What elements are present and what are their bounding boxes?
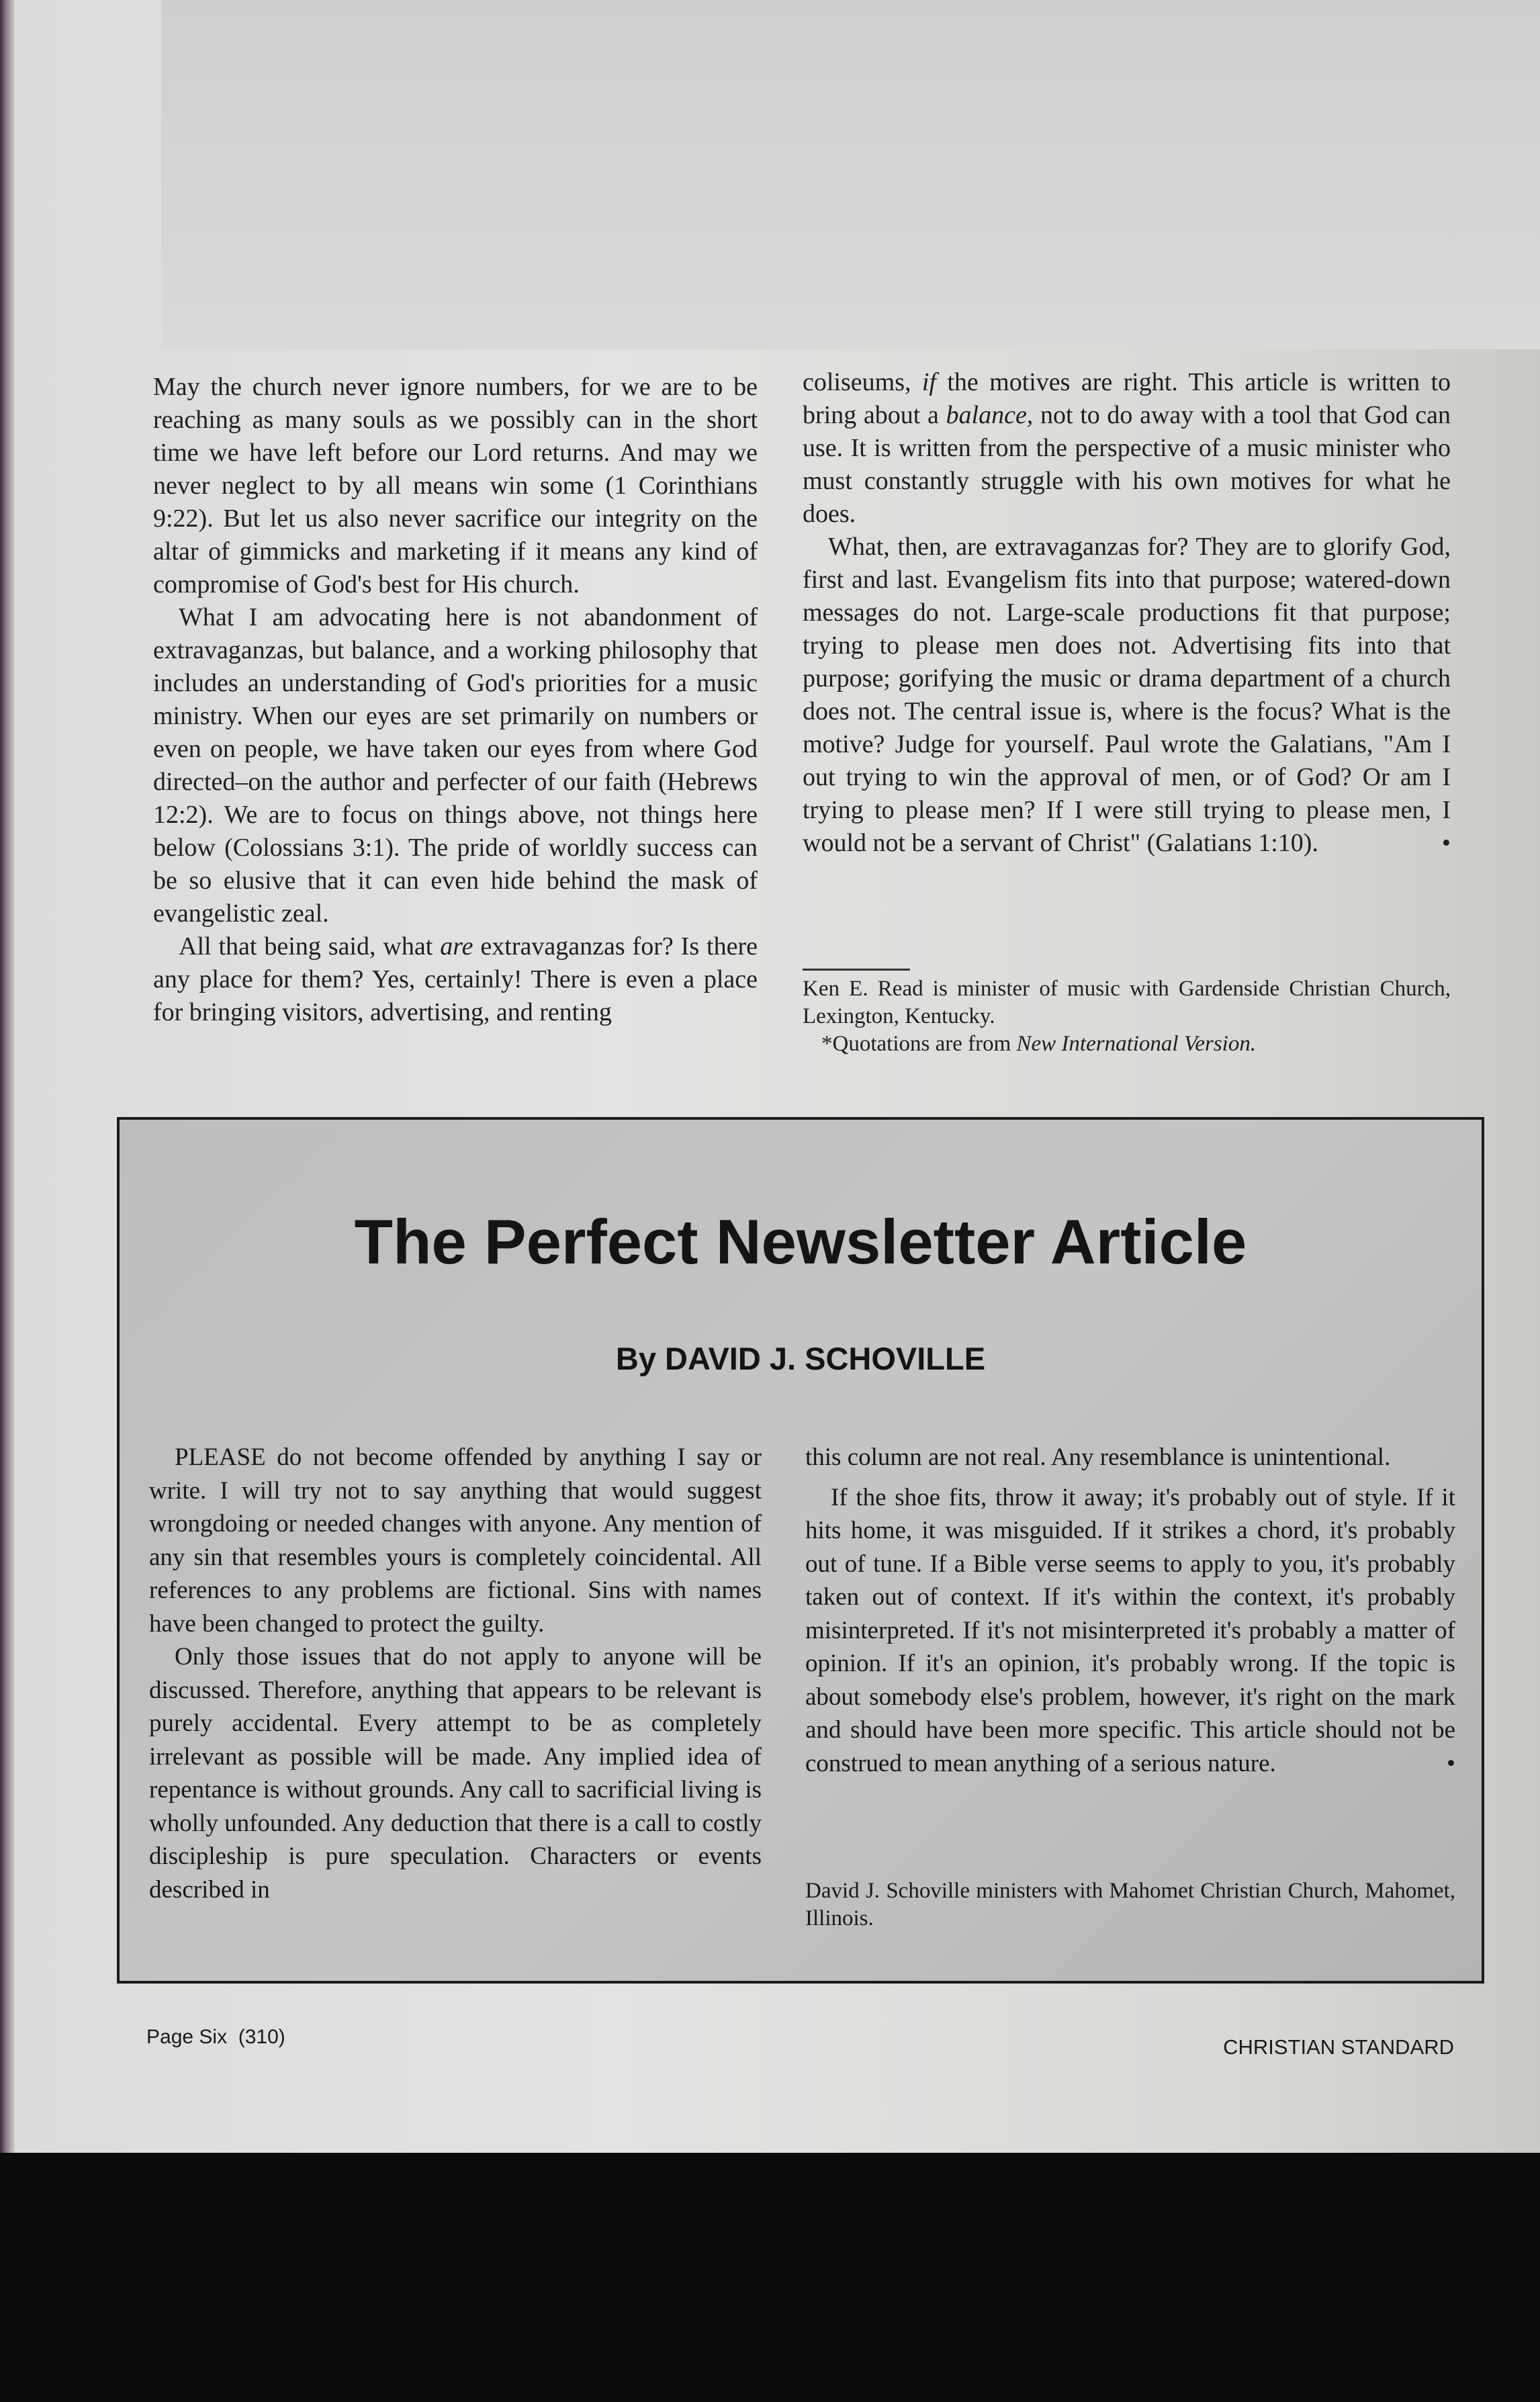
boxed-article xyxy=(117,1117,1484,1984)
paragraph xyxy=(153,930,758,1029)
emphasis: balance, xyxy=(946,401,1034,429)
box-article-byline: By DAVID J. SCHOVILLE xyxy=(615,1341,986,1376)
page-footer-left xyxy=(146,2026,285,2049)
emphasis: if xyxy=(921,368,936,396)
paragraph xyxy=(803,531,1451,860)
box-right-column xyxy=(805,1441,1455,1780)
text-run: What, then, are extravaganzas for? They are to glorify God, first and last. Evangelism fits into that purpose; watered-down messages do not. Large-scale productions fit that purpose; trying to please men does not. Advertising fits into that purpose; gorifying the music or drama department of a church does not. The central issue is, where is the focus? What is the motive? Judge for yourself. Paul wrote the Galatians, "Am I out trying to win the approval of men, or of God? Or am I trying to please men? If I were still trying to please men, I would not be a servant of Christ" (Galatians 1:10). xyxy=(803,533,1451,857)
end-bullet: • xyxy=(1441,829,1451,857)
paragraph: this column are not real. Any resemblance is unintentional. xyxy=(805,1443,1391,1471)
publication-name: CHRISTIAN STANDARD xyxy=(1223,2035,1454,2059)
paragraph: May the church never ignore numbers, for we are to be reaching as many souls as we possibly can in the short time we have left before our Lord returns. And may we never neglect to by all means win some (1 Corinthians 9:22). But let us also never sacrifice our integrity on the altar of gimmicks and marketing if it means any kind of compromise of God's best for His church. xyxy=(153,373,758,598)
page-number: (310) xyxy=(238,2026,285,2048)
text-run: not to do away with a tool that God can use. It is written from the perspective of a music minister who must constantly struggle with his own motives for what he does. xyxy=(803,401,1451,528)
paragraph: What I am advocating here is not abandonment of extravaganzas, but balance, and a working philosophy that includes an understanding of God's priorities for a music ministry. When our eyes are set primarily on numbers or even on people, we have taken our eyes from where God directed–on the author and perfecter of our faith (Hebrews 12:2). We are to focus on things above, not things here below (Colossians 3:1). The pride of worldly success can be so elusive that it can even hide behind the mask of evangelistic zeal. xyxy=(153,603,758,928)
article-right-column xyxy=(803,366,1451,860)
text-run: the motives are right. This article is written to bring about a xyxy=(803,368,1451,429)
text-run: All that being said, what xyxy=(179,932,441,961)
box-left-column xyxy=(149,1441,762,1906)
end-bullet: • xyxy=(1447,1749,1455,1777)
author-bio xyxy=(803,975,1451,1058)
box-author-bio: David J. Schoville ministers with Mahomet Christian Church, Mahomet, Illinois. xyxy=(805,1879,1455,1930)
paragraph xyxy=(803,366,1451,531)
paragraph xyxy=(805,1481,1455,1781)
text-run: If the shoe fits, throw it away; it's probably out of style. If it hits home, it was misguided. If it strikes a chord, it's probably out of tune. If a Bible verse seems to apply to you, it's probably taken out of context. If it's within the context, it's probably misinterpreted. If it's not misinterpreted it's probably a matter of opinion. If it's an opinion, it's probably wrong. If the topic is about somebody else's problem, however, it's right on the mark and should have been more specific. This article should not be construed to mean anything of a serious nature. xyxy=(805,1483,1455,1777)
quotation-note xyxy=(803,1030,1451,1058)
bio-divider xyxy=(803,969,910,971)
box-article-title: The Perfect Newsletter Article xyxy=(354,1206,1247,1277)
article-left-column xyxy=(153,371,758,1029)
text-run: coliseums, xyxy=(803,368,922,396)
bleed-through-area xyxy=(161,0,1540,349)
page-edge xyxy=(0,0,15,2153)
text-run: *Quotations are from xyxy=(821,1032,1017,1056)
paragraph: PLEASE do not become offended by anything I say or write. I will try not to say anything that would suggest wrongdoing or needed changes with anyone. Any mention of any sin that resembles yours is completely coincidental. All references to any problems are fictional. Sins with names have been changed to protect the guilty. xyxy=(149,1443,762,1638)
page-label: Page Six xyxy=(146,2026,228,2048)
text-run: extravaganzas for? Is there any place for them? Yes, certainly! There is even a place for bringing visitors, advertising, and renting xyxy=(153,932,758,1026)
emphasis: New International Version. xyxy=(1016,1032,1257,1056)
paragraph: Only those issues that do not apply to anyone will be discussed. Therefore, anything that appears to be relevant is purely accidental. Every attempt to be as completely irrelevant as possible will be made. Any implied idea of repentance is without grounds. Any call to sacrificial living is wholly unfounded. Any deduction that there is a call to costly discipleship is pure speculation. Characters or events described in xyxy=(149,1643,762,1904)
emphasis: are xyxy=(440,932,473,961)
bio-text: Ken E. Read is minister of music with Gardenside Christian Church, Lexington, Kentucky. xyxy=(803,977,1451,1028)
